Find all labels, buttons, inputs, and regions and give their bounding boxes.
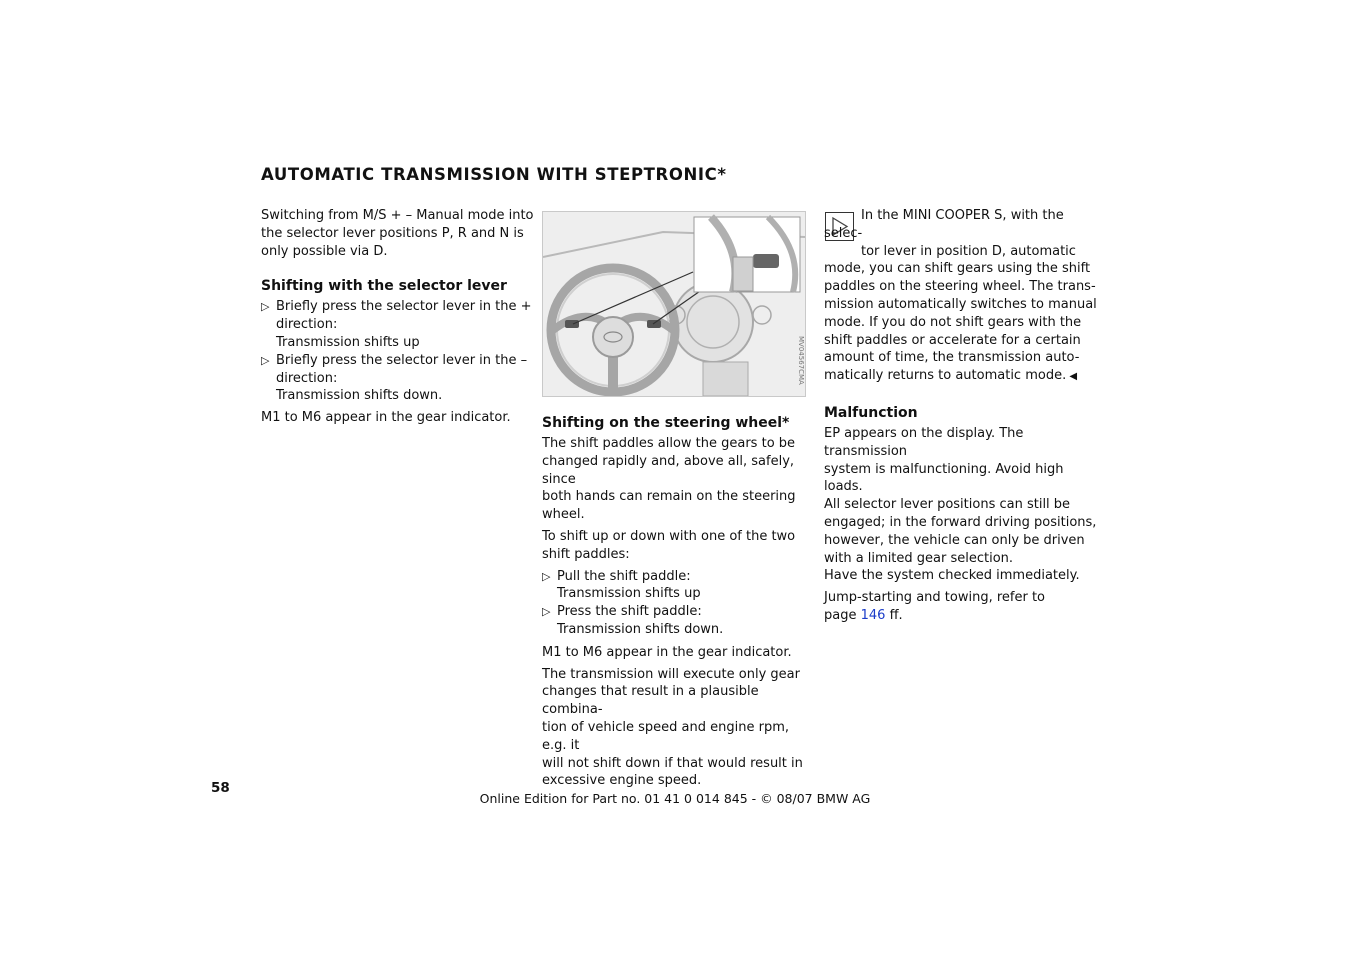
triangle-bullet-icon: ▷ [542,605,551,619]
figure-code: MV04567CMA [797,336,805,385]
plausible-shift-paragraph: The transmission will execute only gear changes that result in a plausible combina- tion of vehicle speed and engine rpm, e.g. it will not shift down if that would result in excessive engine speed. [542,666,803,789]
malfunction-paragraph: EP appears on the display. The transmission system is malfunctioning. Avoid high loads. All selector lever positions can still be engaged; in the forward driving positions, however, the vehicle can only be driven with a limited gear selection. Have the system checked immediately. [824,425,1097,584]
jump-start-reference: Jump-starting and towing, refer to page 146 ff. [824,590,1045,623]
column-3 [824,207,1104,625]
gear-indicator-note: M1 to M6 appear in the gear indicator. [261,410,511,426]
paddle-intro-paragraph: The shift paddles allow the gears to be changed rapidly and, above all, safely, since both hands can remain on the steering wheel. [542,436,796,523]
page-number: 58 [211,780,230,796]
section-heading-malfunction: Malfunction [824,404,918,421]
footer: Online Edition for Part no. 01 41 0 014 845 - © 08/07 BMW AG [479,791,871,806]
list-item: ▷ Briefly press the selector lever in the + direction: Transmission shifts up [261,299,532,350]
steering-wheel-illustration [542,211,806,397]
page-reference-link[interactable]: 146 [860,607,886,623]
gear-indicator-note: M1 to M6 appear in the gear indicator. [542,644,792,660]
triangle-bullet-icon: ▷ [542,569,551,583]
page-title: AUTOMATIC TRANSMISSION WITH STEPTRONIC* [261,165,727,184]
paddle-instruction-paragraph: To shift up or down with one of the two shift paddles: [542,528,796,562]
end-mark-icon: ◀ [1066,371,1078,383]
column-1 [261,207,536,427]
triangle-bullet-icon: ▷ [261,353,270,367]
list-item: ▷ Briefly press the selector lever in the – direction: Transmission shifts down. [261,352,528,404]
steering-wheel-drawing [543,212,805,396]
intro-paragraph: Switching from M/S + – Manual mode into the selector lever positions P, R and N is only possible via D. [261,208,534,259]
note-paragraph: In the MINI COOPER S, with the selec- tor lever in position D, automatic mode, you can shift gears using the shift paddles on the steering wheel. The trans- mission automatically switches to manual mode. If you do not shift gears with the shift paddles or accelerate for a certain amount of time, the transmission auto- matically returns to automatic mode. ◀ [824,208,1097,384]
section-heading-selector-lever: Shifting with the selector lever [261,278,507,295]
list-item: ▷ Pull the shift paddle: Transmission shifts up [542,568,701,602]
section-heading-steering-wheel: Shifting on the steering wheel* [542,415,790,431]
column-2 [542,414,817,790]
triangle-bullet-icon: ▷ [261,300,270,314]
list-item: ▷ Press the shift paddle: Transmission shifts down. [542,604,724,637]
